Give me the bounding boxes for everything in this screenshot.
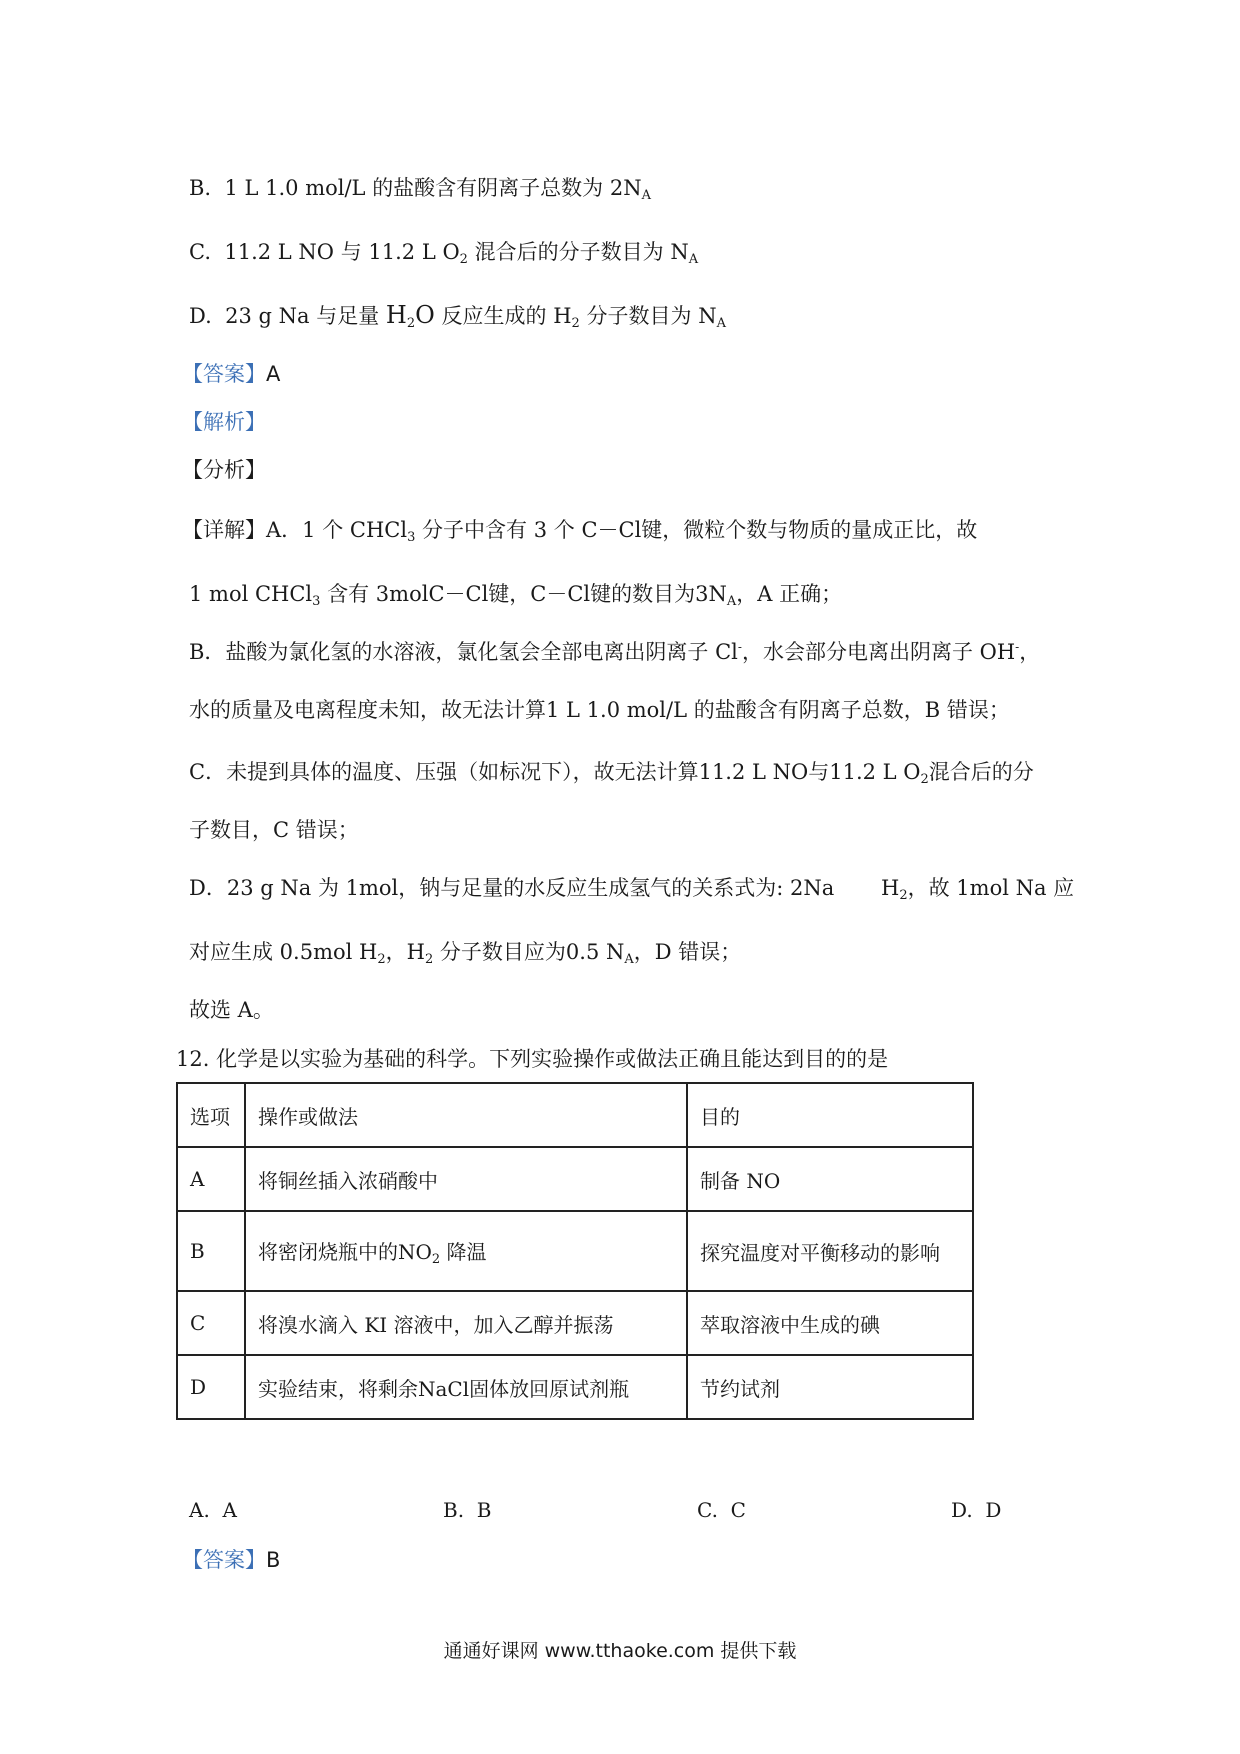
detail-line-7: D．23 g Na 为 1mol，钠与足量的水反应生成氢气的关系式为: 2Na $H_2$，故 1mol Na 应	[189, 876, 1075, 903]
detail-line-6: 子数目，C 错误；	[189, 818, 359, 842]
choice-b: B. B	[443, 1498, 492, 1522]
detail-line-9: 故选 A。	[189, 998, 274, 1022]
option-c: C. 11.2 L NO 与 11.2 L $O_2$ 混合后的分子数目为 $N_A$	[189, 240, 699, 267]
table-cell-operation: 将铜丝插入浓硝酸中	[245, 1147, 687, 1211]
table-cell-option: A	[177, 1147, 245, 1211]
table-cell-goal: 萃取溶液中生成的碘	[687, 1291, 973, 1355]
table-cell-option: D	[177, 1355, 245, 1419]
answer-label: 【答案】	[182, 1548, 266, 1572]
detail-line-8: 对应生成 0.5mol $H_2$，$H_2$ 分子数目应为0.5 $N_A$，D 错误；	[189, 940, 742, 967]
detail-line-4: 水的质量及电离程度未知，故无法计算1 L 1.0 mol/L 的盐酸含有阴离子总数，B 错误；	[189, 698, 1010, 722]
fenxi-label: 【分析】	[182, 458, 266, 482]
answer-label: 【答案】	[182, 362, 266, 386]
table-cell-operation: 将溴水滴入 KI 溶液中，加入乙醇并振荡	[245, 1291, 687, 1355]
option-b: B. 1 L 1.0 mol/L 的盐酸含有阴离子总数为 $2N_A$	[189, 176, 652, 203]
options-table	[176, 1082, 974, 1420]
answer-line	[182, 358, 280, 388]
choice-a: A. A	[189, 1498, 237, 1522]
answer-value: A	[266, 362, 281, 386]
table-cell-operation: 实验结束，将剩余NaCl固体放回原试剂瓶	[245, 1355, 687, 1419]
detail-line-3: B．盐酸为氯化氢的水溶液，氯化氢会全部电离出阴离子 Cl-，水会部分电离出阴离子 OH-，	[189, 640, 1041, 664]
choice-c: C. C	[697, 1498, 746, 1522]
table-header-row	[177, 1083, 973, 1147]
question-12-stem: 12. 化学是以实验为基础的科学。下列实验操作或做法正确且能达到目的的是	[176, 1047, 889, 1071]
table-cell-goal: 制备 NO	[687, 1147, 973, 1211]
table-cell-operation: 将密闭烧瓶中的$NO_2$ 降温	[245, 1211, 687, 1291]
table-row	[177, 1291, 973, 1355]
detail-line-2: 1 mol CHCl$_3$ 含有 3molC－Cl键，C－Cl键的数目为$3N_A$，A 正确；	[189, 582, 843, 609]
table-header-cell: 选项	[177, 1083, 245, 1147]
table-cell-option: B	[177, 1211, 245, 1291]
table-cell-option: C	[177, 1291, 245, 1355]
answer-value: B	[266, 1548, 281, 1572]
table-row	[177, 1211, 973, 1291]
table-row	[177, 1147, 973, 1211]
table-header-cell: 操作或做法	[245, 1083, 687, 1147]
option-label: B.	[189, 176, 212, 200]
analysis-label: 【解析】	[182, 410, 266, 434]
detail-line-1: 【详解】A．1 个 CHCl$_3$ 分子中含有 3 个 C－Cl键，微粒个数与物质的量成正比，故	[182, 518, 978, 545]
answer-line-2	[182, 1544, 280, 1574]
table-row	[177, 1355, 973, 1419]
choice-d: D. D	[951, 1498, 1002, 1522]
table-cell-goal: 探究温度对平衡移动的影响	[687, 1211, 973, 1291]
option-label: C.	[189, 240, 211, 264]
detail-line-5: C．未提到具体的温度、压强（如标况下），故无法计算11.2 L NO与11.2 L $O_2$混合后的分	[189, 760, 1034, 787]
table-cell-goal: 节约试剂	[687, 1355, 973, 1419]
table-header-cell: 目的	[687, 1083, 973, 1147]
option-label: D.	[189, 304, 212, 328]
footer-text: 通通好课网 www.tthaoke.com 提供下载	[443, 1640, 797, 1662]
option-d: D. 23 g Na 与足量 $H_2O$ 反应生成的 $H_2$ 分子数目为 $N_A$	[189, 301, 726, 331]
